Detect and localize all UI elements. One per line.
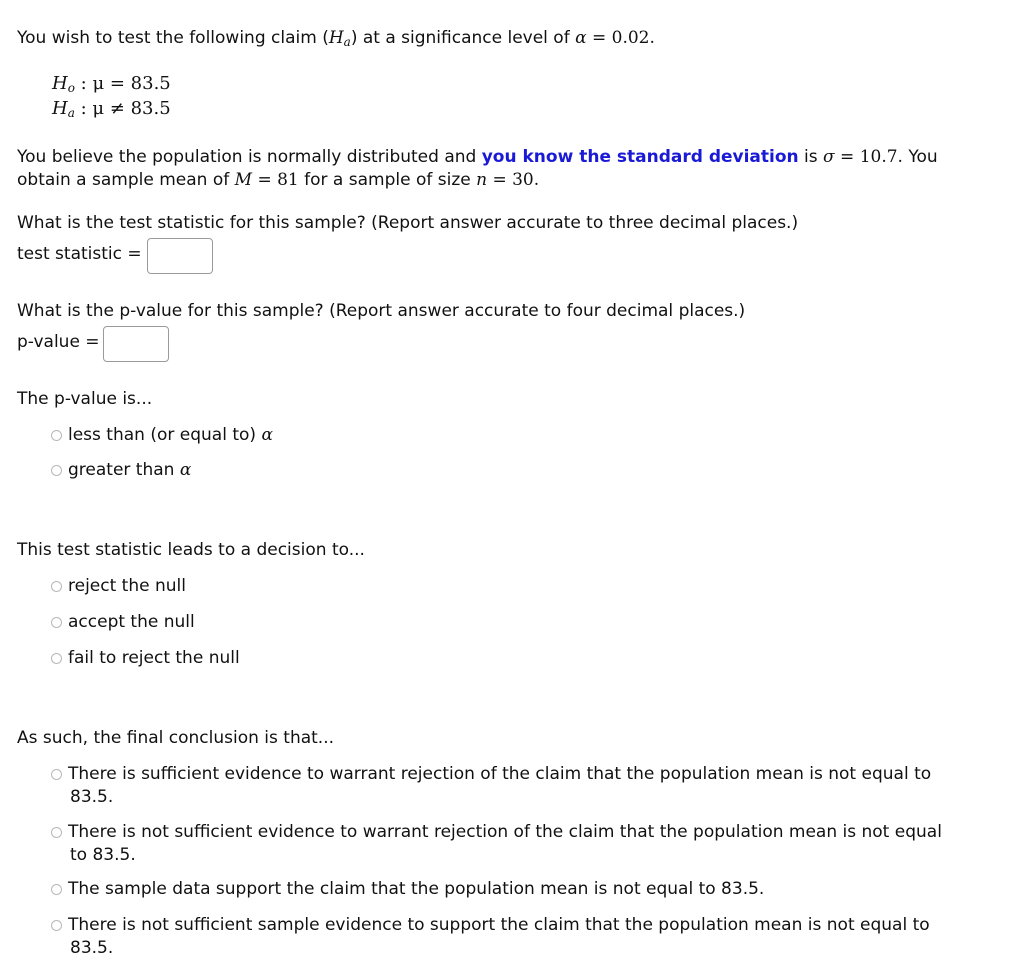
p-value-input[interactable] — [103, 326, 169, 362]
conclusion-option-2-line-2: to 83.5. — [70, 845, 136, 865]
claim-symbol: H — [328, 28, 344, 48]
option-label: greater than — [68, 460, 180, 480]
n-value: = 30. — [487, 170, 540, 190]
compare-prompt: The p-value is... — [17, 389, 153, 409]
belief-mid: is — [798, 147, 824, 167]
std-dev-link[interactable]: you know the standard deviation — [481, 147, 799, 167]
conclusion-option-3[interactable] — [51, 879, 764, 899]
intro-text — [17, 28, 655, 49]
h0-value: 83.5 — [130, 73, 171, 94]
claim-subscript: a — [343, 35, 351, 49]
option-label: accept the null — [68, 612, 195, 632]
intro-prefix: You wish to test the following claim ( — [17, 28, 329, 48]
option-label: fail to reject the null — [68, 648, 240, 668]
null-hypothesis — [52, 73, 171, 95]
radio-button[interactable] — [51, 920, 62, 931]
radio-button[interactable] — [51, 465, 62, 476]
radio-button[interactable] — [51, 884, 62, 895]
alpha-symbol: α — [179, 460, 192, 480]
test-stat-prompt: What is the test statistic for this sample? (Report answer accurate to three decimal places.) — [17, 213, 799, 233]
option-label-line-1: There is not sufficient sample evidence to support the claim that the population mean is not equal to — [68, 915, 930, 935]
conclusion-option-2[interactable] — [51, 822, 942, 842]
conclusion-option-4[interactable] — [51, 915, 930, 935]
alpha-value: = 0.02. — [586, 28, 655, 48]
ha-value: 83.5 — [130, 98, 171, 119]
conclusion-option-4-line-2: 83.5. — [70, 938, 114, 958]
option-label-line-1: There is sufficient evidence to warrant rejection of the claim that the population mean is not equal to — [68, 764, 932, 784]
belief-line-1 — [17, 147, 938, 167]
h0-relation: : μ = — [74, 73, 131, 94]
test-stat-label: test statistic = — [17, 244, 142, 264]
option-label: reject the null — [68, 576, 186, 596]
p-value-label: p-value = — [17, 332, 100, 352]
ha-relation: : μ ≠ — [74, 98, 131, 119]
compare-option-less[interactable] — [51, 425, 273, 445]
decision-option-reject[interactable] — [51, 576, 186, 596]
decision-option-accept[interactable] — [51, 612, 195, 632]
option-label: less than (or equal to) — [68, 425, 262, 445]
h0-symbol: H — [52, 73, 68, 94]
radio-button[interactable] — [51, 430, 62, 441]
radio-button[interactable] — [51, 617, 62, 628]
radio-button[interactable] — [51, 581, 62, 592]
p-value-prompt: What is the p-value for this sample? (Report answer accurate to four decimal places.) — [17, 301, 746, 321]
radio-button[interactable] — [51, 769, 62, 780]
alternative-hypothesis — [52, 98, 171, 120]
belief-end: You — [902, 147, 938, 167]
test-stat-input[interactable] — [147, 238, 213, 274]
size-prefix: for a sample of size — [298, 170, 477, 190]
mean-value: = 81 — [252, 170, 299, 190]
radio-button[interactable] — [51, 653, 62, 664]
decision-option-fail-to-reject[interactable] — [51, 648, 240, 668]
alpha-symbol: α — [575, 28, 587, 48]
mean-symbol: M — [234, 170, 253, 190]
conclusion-option-1-line-2: 83.5. — [70, 787, 114, 807]
conclusion-prompt: As such, the final conclusion is that... — [17, 728, 335, 748]
option-label-line-1: The sample data support the claim that the population mean is not equal to 83.5. — [68, 879, 765, 899]
n-symbol: n — [476, 170, 488, 190]
sigma-value: = 10.7. — [834, 147, 903, 167]
conclusion-option-1[interactable] — [51, 764, 931, 784]
intro-middle: ) at a significance level of — [350, 28, 576, 48]
ha-symbol: H — [52, 98, 68, 119]
alpha-symbol: α — [261, 425, 273, 445]
ha-subscript: a — [67, 106, 75, 120]
belief-prefix: You believe the population is normally distributed and — [17, 147, 482, 167]
compare-option-greater[interactable] — [51, 460, 191, 480]
belief-line-2 — [17, 170, 539, 190]
radio-button[interactable] — [51, 827, 62, 838]
decision-prompt: This test statistic leads to a decision to... — [17, 540, 365, 560]
h0-subscript: o — [67, 81, 75, 95]
option-label-line-1: There is not sufficient evidence to warrant rejection of the claim that the population mean is not equal — [68, 822, 942, 842]
mean-prefix: obtain a sample mean of — [17, 170, 235, 190]
sigma-symbol: σ — [823, 147, 835, 167]
